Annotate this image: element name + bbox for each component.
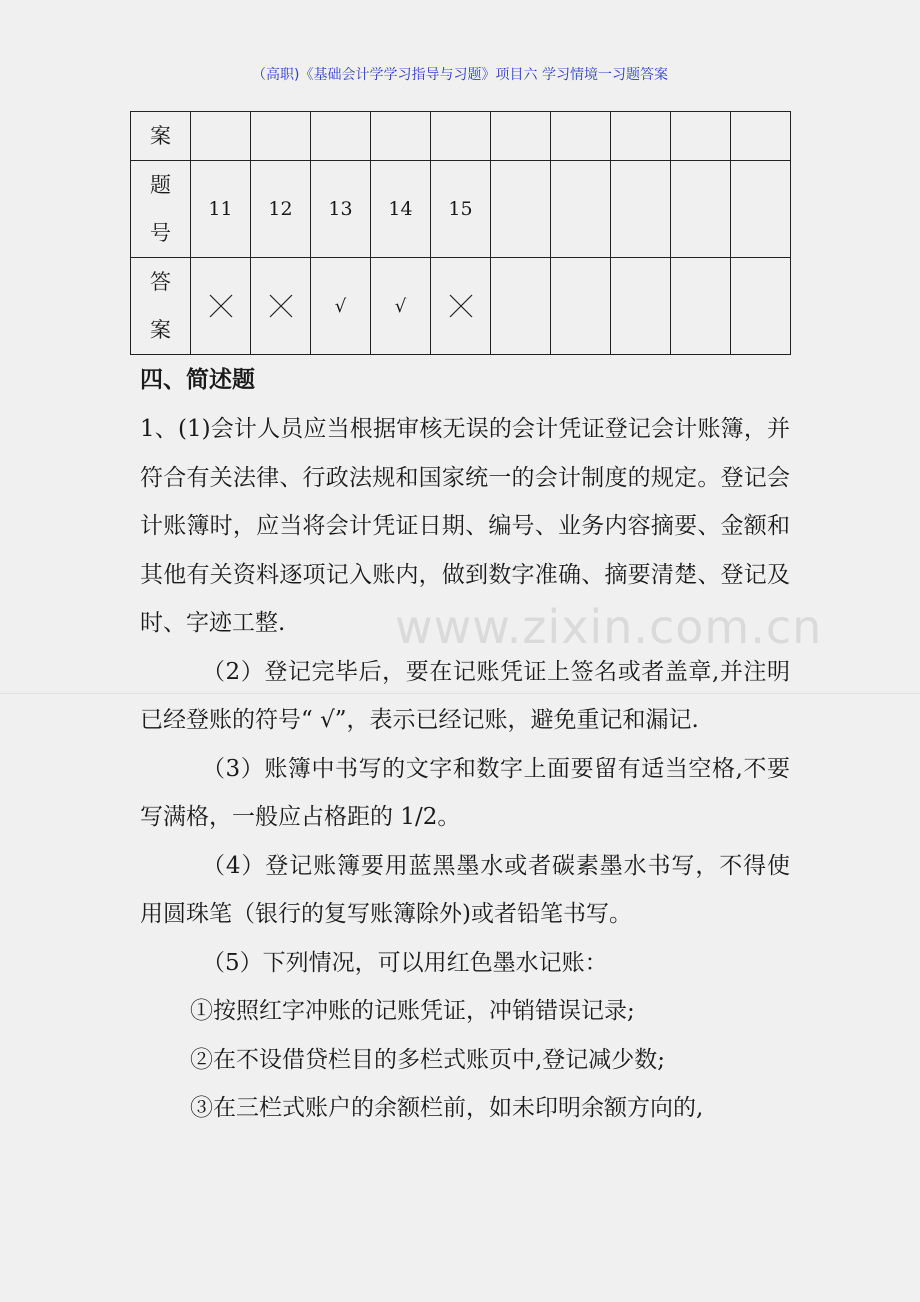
paragraph: （3）账簿中书写的文字和数字上面要留有适当空格,不要写满格，一般应占格距的 1/2。 [140, 755, 790, 830]
check-mark-icon: √ [334, 296, 347, 317]
cross-mark-icon [191, 258, 251, 355]
answer-cell [611, 258, 671, 355]
question-number [491, 161, 551, 258]
table-cell [371, 112, 431, 161]
question-number [611, 161, 671, 258]
answer-table [130, 111, 791, 355]
table-cell [431, 112, 491, 161]
list-item: ③在三栏式账户的余额栏前，如未印明余额方向的, [190, 1095, 704, 1121]
cross-mark-icon [268, 293, 294, 319]
paragraph: （5）下列情况，可以用红色墨水记账： [202, 949, 608, 976]
answer-cell [551, 258, 611, 355]
table-cell [731, 112, 791, 161]
table-cell [491, 112, 551, 161]
answer-body [140, 405, 790, 1133]
table-cell [191, 112, 251, 161]
answer-cell [371, 258, 431, 355]
answer-cell [491, 258, 551, 355]
list-item: ①按照红字冲账的记账凭证，冲销错误记录; [190, 998, 635, 1024]
document-header: （高职)《基础会计学学习指导与习题》项目六 学习情境一习题答案 [252, 67, 668, 83]
check-mark-icon: √ [394, 296, 407, 317]
paragraph: （2）登记完毕后，要在记账凭证上签名或者盖章,并注明已经登账的符号“ √”，表示已经记账，避免重记和漏记. [140, 658, 790, 733]
question-number [731, 161, 791, 258]
table-row [131, 112, 791, 161]
row-label-top: 题 [150, 173, 171, 197]
watermark: www.zixin.com.cn [395, 600, 823, 654]
table-cell [611, 112, 671, 161]
row-label: 案 [131, 112, 191, 161]
row-label-bottom: 案 [150, 318, 171, 342]
answer-cell [671, 258, 731, 355]
table-cell [251, 112, 311, 161]
answer-cell [731, 258, 791, 355]
question-number [551, 161, 611, 258]
row-label-top: 答 [150, 270, 171, 294]
table-cell [311, 112, 371, 161]
question-number: 14 [371, 161, 431, 258]
cross-mark-icon [251, 258, 311, 355]
cross-mark-icon [208, 293, 234, 319]
row-label [131, 258, 191, 355]
question-number: 12 [251, 161, 311, 258]
question-number [671, 161, 731, 258]
cross-mark-icon [448, 293, 474, 319]
table-row [131, 161, 791, 258]
cross-mark-icon [431, 258, 491, 355]
table-cell [551, 112, 611, 161]
paragraph: 1、(1)会计人员应当根据审核无误的会计凭证登记会计账簿，并符合有关法律、行政法规和国家统一的会计制度的规定。登记会计账簿时，应当将会计凭证日期、编号、业务内容摘要、金额和其他有关资料逐项记入账内，做到数字准确、摘要清楚、登记及时、字迹工整. [140, 416, 790, 636]
list-item: ②在不设借贷栏目的多栏式账页中,登记减少数; [190, 1046, 666, 1073]
question-number: 15 [431, 161, 491, 258]
paragraph: （4）登记账簿要用蓝黑墨水或者碳素墨水书写，不得使用圆珠笔（银行的复写账簿除外)或者铅笔书写。 [140, 852, 790, 927]
row-label [131, 161, 191, 258]
divider [0, 693, 920, 694]
table-cell [671, 112, 731, 161]
answer-cell [311, 258, 371, 355]
question-number: 13 [311, 161, 371, 258]
table-row [131, 258, 791, 355]
question-number: 11 [191, 161, 251, 258]
row-label-bottom: 号 [150, 221, 171, 245]
section-title: 四、简述题 [140, 366, 255, 393]
